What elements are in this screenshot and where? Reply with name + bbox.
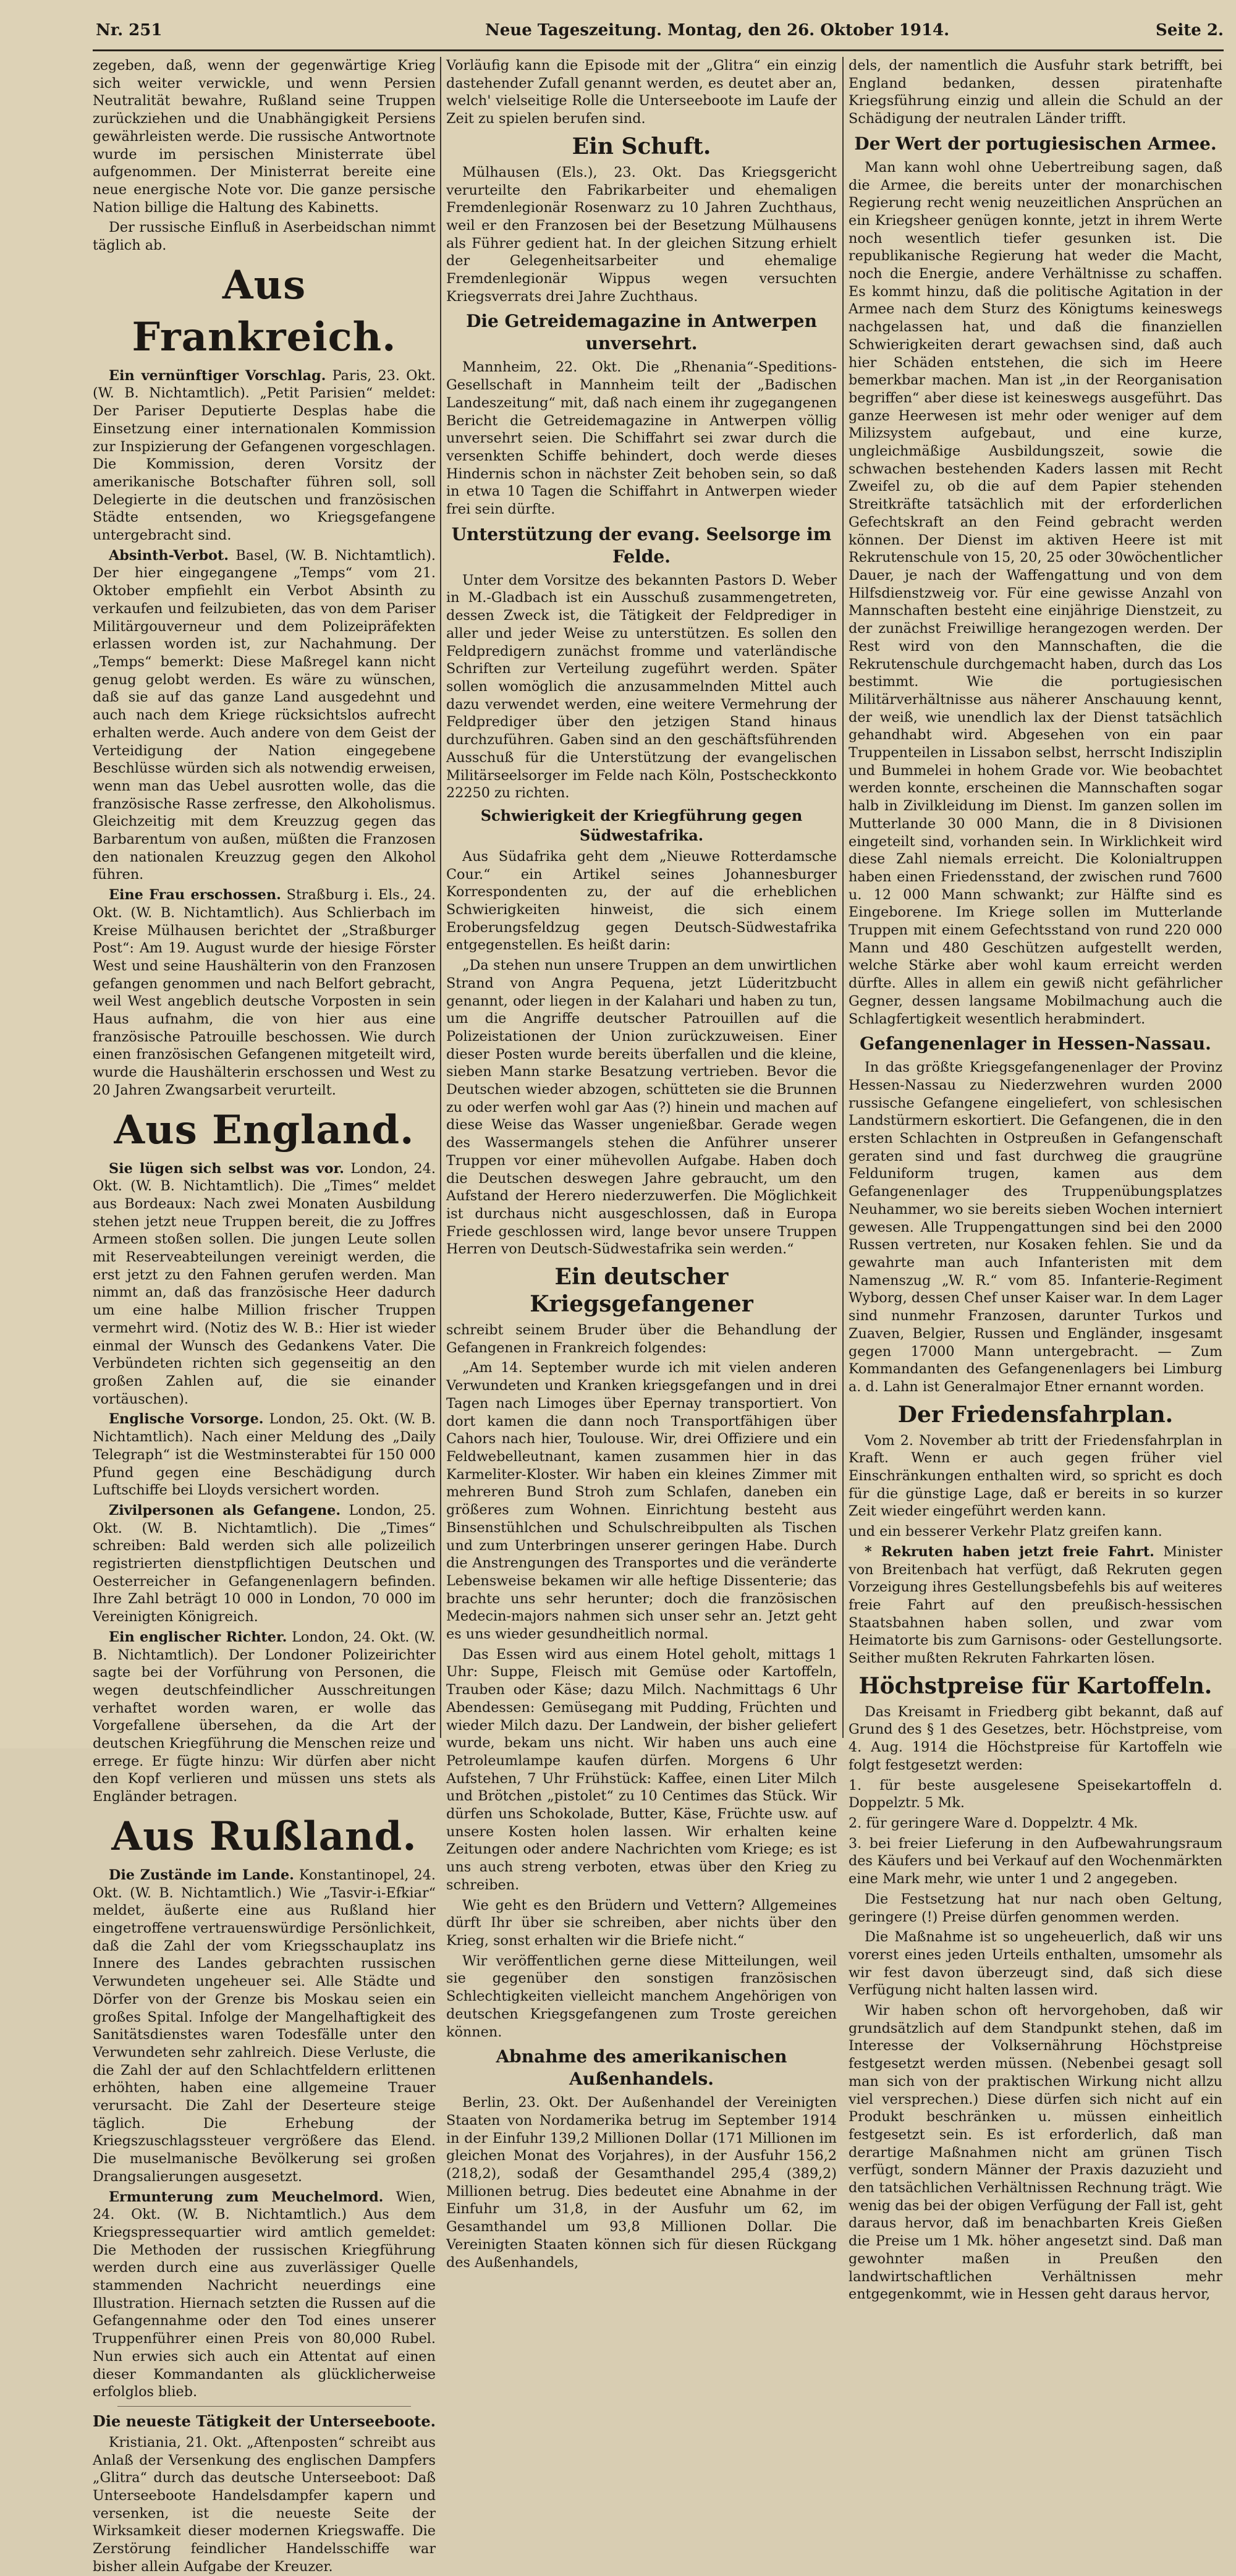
article-text: Kristiania, 21. Okt. „Aftenposten“ schreibt aus Anlaß der Versenkung des englischen Dampfers „Glitra“ durch das deutsche Unterseeboot: Daß Unterseeboote Handelsdampfer kapern und versenken, ist die neueste Seite der Wirksamkeit dieser modernen Kriegswaffe. Die Zerstörung feindlicher Handelsschiffe war bisher allein Aufgabe der Kreuzer. (93, 2434, 436, 2575)
item-lead: Ein vernünftiger Vorschlag. (109, 367, 326, 384)
item-text: Paris, 23. Okt. (W. B. Nichtamtlich). „Petit Parisien“ meldet: Der Pariser Deputierte Desplas habe die Einsetzung einer internationalen Kommission zur Inspizierung der Gefangenen vorgeschlagen. Die Kommission, deren Vorsitz der amerikanische Botschafter führen soll, soll Delegierte in die deutschen und französischen Städte entsenden, wo Kriegsgefangene untergebracht sind. (93, 367, 436, 544)
item-text: London, 25. Okt. (W. B. Nichtamtlich). Die „Times“ schreiben: Bald werden sich alle polizeilich registrierten dienstpflichtigen Deutschen und Oesterreicher in Gefangenenlagern befinden. Ihre Zahl beträgt 10 000 in London, 70 000 im Vereinigten Königreich. (93, 1502, 436, 1625)
item-text: Basel, (W. B. Nichtamtlich). Der hier eingegangene „Temps“ vom 21. Oktober empfiehlt ein Verbot Absinth zu verkaufen und feilzubieten, das von dem Pariser Militärgouverneur und dem Polizeipräfekten erlassen worden ist, zur Nachahmung. Der „Temps“ bemerkt: Diese Maßregel kann nicht genug gelobt werden. Es wäre zu wünschen, daß sie auf das ganze Land ausgedehnt und auch nach dem Kriege rücksichtslos aufrecht erhalten werde. Auch andere von dem Geist der Verteidigung der Nation eingegebene Beschlüsse würden sich als notwendig erweisen, wenn man das Uebel ausrotten wolle, das die französische Rasse zerfresse, den Alkoholismus. Gleichzeitig mit dem Kreuzzug gegen das Barbarentum von außen, müßten die Franzosen den nationalen Kreuzzug gegen den Alkohol führen. (93, 547, 436, 883)
item-text: Straßburg i. Els., 24. Okt. (W. B. Nichtamtlich). Aus Schlierbach im Kreise Mülhausen berichtet der „Straßburger Post“: Am 19. August wurde der hiesige Förster West und seine Haushälterin von den Franzosen gefangen genommen und nach Belfort gebracht, weil West angeblich deutsche Vorposten in sein Haus aufnahm, die von hier aus eine französische Patrouille beschossen. Wie durch einen französischen Gefangenen mitgeteilt wird, wurde die Haushälterin erschossen und West zu 20 Jahren Zwangsarbeit verurteilt. (93, 887, 436, 1098)
paper-title-date: Neue Tageszeitung. Montag, den 26. Oktober 1914. (485, 21, 950, 40)
item-lead: Eine Frau erschossen. (109, 887, 281, 904)
article-text: Mülhausen (Els.), 23. Okt. Das Kriegsgericht verurteilte den Fabrikarbeiter und ehemaligen Fremdenlegionär Rosenwarz zu 10 Jahren Zuchthaus, weil er den Franzosen bei der Besetzung Mülhausens als Führer gedient hat. In der gleichen Sitzung erhielt der Gelegenheitsarbeiter und ehemalige Fremdenlegionär Wippus wegen versuchten Kriegsverrats drei Jahre Zuchthaus. (446, 164, 837, 305)
article-text: Vorläufig kann die Episode mit der „Glitra“ ein einzig dastehender Zufall genannt werden, es deutet aber an, welch' vielseitige Rolle die Unterseeboote im Laufe der Zeit zu spielen berufen sind. (446, 57, 837, 127)
news-item (93, 1629, 436, 1806)
article-text: dels, der namentlich die Ausfuhr stark betrifft, bei England bedanken, dessen piratenhafte Kriegsführung einzig und allein die Schuld an der Schädigung der neutralen Länder trifft. (849, 57, 1222, 127)
article-text: Aus Südafrika geht dem „Nieuwe Rotterdamsche Cour.“ ein Artikel seines Johannesburger Korrespondenten zu, der auf die erheblichen Schwierigkeiten hinweist, die sich einem Eroberungsfeldzug gegen Deutsch-Südwestafrika entgegenstellen. Es heißt darin: (446, 848, 837, 954)
item-lead: Sie lügen sich selbst was vor. (109, 1160, 344, 1177)
column-divider (842, 57, 844, 1738)
header-rule (93, 49, 1224, 51)
article-text: Das Kreisamt in Friedberg gibt bekannt, daß auf Grund des § 1 des Gesetzes, betr. Höchstpreise, vom 4. Aug. 1914 die Höchstpreise für Kartoffeln wie folgt festgesetzt werden: (849, 1703, 1222, 1773)
item-lead: Englische Vorsorge. (109, 1411, 264, 1428)
news-item (93, 2188, 436, 2401)
article-text: Wir haben schon oft hervorgehoben, daß wir grundsätzlich auf dem Standpunkt stehen, daß im Interesse der Volksernährung Höchstpreise festgesetzt werden müssen. (Nebenbei gesagt soll man sich von der praktischen Wirkung nicht allzu viel versprechen.) Diese dürfen sich nicht auf ein Produkt beschränken u. müssen einheitlich festgesetzt sein. Es ist erforderlich, daß man derartige Maßnahmen nicht am grünen Tisch verfügt, sondern Männer der Praxis dazuzieht und den tatsächlichen Verhältnissen Rechnung trägt. Wie wenig das bei der obigen Verfügung der Fall ist, geht daraus hervor, daß im benachbarten Kreis Gießen die Preise um 1 Mk. höher angesetzt sind. Daß man gewohnter maßen in Preußen den landwirtschaftlichen Verhältnissen mehr entgegenkommt, wie in Hessen geht daraus hervor, (849, 2002, 1222, 2303)
column-2 (446, 57, 837, 2271)
article-text: Man kann wohl ohne Uebertreibung sagen, daß die Armee, die bereits unter der monarchischen Regierung recht wenig neuzeitlichen Ansprüchen an ein Kriegsheer genügen konnte, jetzt in ihrem Werte noch wesentlich tiefer gesunken ist. Die republikanische Regierung hat weder die Macht, noch die Energie, andere Verhältnisse zu schaffen. Es kommt hinzu, daß die politische Agitation in der Armee nach dem Sturz des Königtums keineswegs nachgelassen hat, und daß die finanziellen Schwierigkeiten derart gewachsen sind, daß auch hier Schäden entstehen, die sich im Heere bemerkbar machen. Man ist „in der Reorganisation begriffen“ aber diese ist keineswegs ausgeführt. Das ganze Heerwesen ist mehr oder weniger auf dem Milizsystem aufgebaut, und eine kurze, ungleichmäßige Ausbildungszeit, sowie die schwachen bestehenden Kaders lassen mit Recht Zweifel zu, ob die auf dem Papier stehenden Streitkräfte tatsächlich mit der erforderlichen Gefechtskraft an den Feind gebracht werden können. Der Dienst im aktiven Heere ist mit Rekrutenschule von 15, 20, 25 oder 30wöchentlicher Dauer, je nach der Waffengattung und von dem Hilfsdienstzweig vor. Für eine gewisse Anzahl von Mannschaften besteht eine einjährige Dienstzeit, zu der zunächst Freiwillige herangezogen werden. Der Rest wird von den Mannschaften, die die Rekrutenschule durchgemacht haben, durch das Los bestimmt. Wie die portugiesischen Militärverhältnisse aus näherer Anschauung kennt, der weiß, wie unendlich lax der Dienst tatsächlich gehandhabt wird. Abgesehen von ein paar Truppenteilen in Lissabon selbst, herrscht Indisziplin und Bummelei in hohem Grade vor. Wie beobachtet werden konnte, erscheinen die Mannschaften sogar halb in Zivilkleidung im Dienst. Im ganzen sollen im Mutterlande 30 000 Mann, die in 8 Divisionen eingeteilt sind, vorhanden sein. In Wirklichkeit wird diese Zahl niemals erreicht. Die Kolonialtruppen haben einen Friedensstand, der zwischen rund 7600 u. 12 000 Mann schwankt; zur Hälfte sind es Eingeborene. Im Kriege sollen im Mutterlande Truppen mit einem Gefechtsstand von rund 220 000 Mann und 480 Geschützen aufgestellt werden, welche Stärke aber wohl kaum erreicht werden dürfte. Alles in allem ein gewiß nicht gefährlicher Gegner, dessen langsame Mobilmachung auch die Schlagfertigkeit wesentlich herabmindert. (849, 159, 1222, 1027)
article-text: zegeben, daß, wenn der gegenwärtige Krieg sich weiter verwickle, und wenn Persien Neutralität bewahre, Rußland seine Truppen zurückziehen und die Unabhängigkeit Persiens gewährleisten werde. Die russische Antwortnote wurde im persischen Ministerrate übel aufgenommen. Der Ministerrat bereite eine neue energische Note vor. Die ganze persische Nation billige die Haltung des Kabinetts. (93, 57, 436, 216)
news-item (93, 547, 436, 884)
article-text: Vom 2. November ab tritt der Friedensfahrplan in Kraft. Wenn er auch gegen früher viel Einschränkungen enthalten wird, so spricht es doch für die günstige Lage, daß er bereits in so kurzer Zeit wieder eingeführt werden kann. (849, 1432, 1222, 1520)
news-item (93, 367, 436, 544)
section-heading-england: Aus England. (114, 1106, 415, 1153)
article-text: „Am 14. September wurde ich mit vielen anderen Verwundeten und Kranken kriegsgefangen und in drei Tagen nach Limoges über Epernay transportiert. Von dort kamen die dann noch Transportfähigen über Cahors nach hier, Toulouse. Wir, drei Offiziere und ein Feldwebelleutnant, kamen zusammen hier in das Karmeliter-Kloster. Wir haben ein kleines Zimmer mit mehreren Bund Stroh zum Schlafen, daneben ein größeres zum Wohnen. Einrichtung besteht aus Binsenstühlchen und Schulschreibpulten als Tischen und zum Unterbringen unserer geringen Habe. Durch die Anstrengungen des Transportes und die veränderte Lebensweise bekamen wir alle heftige Dissenterie; das brachte uns sehr herunter; doch die französischen Medecin-majors nahmen sich unser sehr an. Jetzt geht es uns wieder gesundheitlich normal. (446, 1360, 837, 1643)
price-line: 3. bei freier Lieferung in den Aufbewahrungsraum des Käufers und bei Verkauf auf den Wochenmärkten eine Mark mehr, wie unter 1 und 2 angegeben. (849, 1835, 1222, 1888)
article-text: Der russische Einfluß in Aserbeidschan nimmt täglich ab. (93, 219, 436, 254)
issue-number: Nr. 251 (96, 21, 163, 40)
item-lead: Ein englischer Richter. (109, 1629, 287, 1645)
item-text: Wien, 24. Okt. (W. B. Nichtamtlich.) Aus dem Kriegspressequartier wird amtlich gemeldet: Die Methoden der russischen Kriegführung werden durch eine aus zuverlässiger Quelle stammenden Nachricht neuerdings eine Illustration. Hiernach setzten die Russen auf die Gefangennahme oder den Tod eines unserer Truppenführer einen Preis von 80,000 Rubel. Nun erwies sich auch ein Attentat auf einen dieser Kommandanten als glücklicherweise erfolglos blieb. (93, 2188, 436, 2400)
item-lead: * Rekruten haben jetzt freie Fahrt. (865, 1543, 1154, 1560)
item-text: Minister von Breitenbach hat verfügt, daß Rekruten gegen Vorzeigung ihres Gestellungsbefehls bis auf weiteres freie Fahrt auf den preußisch-hessischen Staatsbahnen haben sollen, und zwar vom Heimatorte bis zum Garnisons- oder Gestellungsorte. Seither mußten Rekruten Fahrkarten lösen. (849, 1543, 1222, 1667)
article-text: und ein besserer Verkehr Platz greifen kann. (849, 1523, 1162, 1540)
article-text: Wir veröffentlichen gerne diese Mitteilungen, weil sie gegenüber den sonstigen französischen Schlechtigkeiten vielleicht manchem Angehörigen von deutschen Kriegsgefangenen zum Troste gereichen können. (446, 1952, 837, 2040)
section-heading-russland: Aus Rußland. (111, 1813, 417, 1860)
price-line: 1. für beste ausgelesene Speisekartoffeln d. Doppelztr. 5 Mk. (849, 1777, 1222, 1811)
item-lead: Zivilpersonen als Gefangene. (109, 1502, 341, 1519)
news-item (93, 1160, 436, 1409)
column-3 (849, 57, 1222, 2303)
article-text: „Da stehen nun unsere Truppen an dem unwirtlichen Strand von Angra Pequena, jetzt Lüderitzbucht genannt, oder liegen in der Kalahari und haben zu tun, um die Angriffe deutscher Patrouillen auf die Polizeistationen der Union zurückzuweisen. Einer dieser Posten wurde bereits überfallen und die kleine, sieben Mann starke Besatzung vertrieben. Bevor die Deutschen wieder abzogen, schütteten sie die Brunnen zu oder werfen wohl gar Aas (?) hinein und machen auf diese Weise das Wasser ungenießbar. Gerade wegen des Wassermangels stehen die Anführer unserer Truppen vor einer mühevollen Aufgabe. Haben doch die Deutschen deswegen Jahre gebraucht, um den Aufstand der Herero niederzuwerfen. Die Möglichkeit ist durchaus nicht ausgeschlossen, daß in Europa Friede geschlossen wird, lange bevor unsere Truppen Herren von Deutsch-Südwestafrika sein werden.“ (446, 957, 837, 1258)
item-text: London, 24. Okt. (W. B. Nichtamtlich). Die „Times“ meldet aus Bordeaux: Nach zwei Monaten Ausbildung stehen jetzt neue Truppen bereit, die zu Joffres Armeen stoßen sollen. Die jungen Leute sollen mit Reserveabteilungen vereinigt werden, die erst jetzt zu den Fahnen gerufen werden. Man nimmt an, daß das französische Heer dadurch um eine halbe Million frischer Truppen vermehrt wird. (Notiz des W. B.: Hier ist wieder einmal der Wunsch des Gedankens Vater. Die Verbündeten richten sich gegenseitig an den großen Zahlen auf, die sie einander vortäuschen). (93, 1160, 436, 1407)
item-text: London, 24. Okt. (W. B. Nichtamtlich). Der Londoner Polizeirichter sagte bei der Vorführung von Personen, die wegen deutschfeindlicher Ausschreitungen verhaftet worden waren, er wolle das Vorgefallene übersehen, da die Art der deutschen Kriegführung die Menschen reize und errege. Er fügte hinzu: Wir dürfen aber nicht den Kopf verlieren und müssen uns stets als Engländer betragen. (93, 1629, 436, 1805)
article-heading: Höchstpreise für Kartoffeln. (858, 1672, 1213, 1699)
article-heading: Ein Schuft. (572, 133, 711, 159)
news-item (93, 1410, 436, 1499)
article-heading: Abnahme des amerikanischen Außenhandels. (496, 2046, 787, 2090)
news-item (93, 1502, 436, 1626)
article-text: In das größte Kriegsgefangenenlager der Provinz Hessen-Nassau zu Niederzwehren wurden 2000 russische Gefangene eingeliefert, von schlesischen Landstürmern eskortiert. Die Gefangenen, die in den ersten Schlachten in Ostpreußen in Gefangenschaft geraten sind und fast durchweg die graugrüne Felduniform trugen, kamen aus dem Gefangenenlager des Truppenübungsplatzes Neuhammer, wo sie bereits sieben Wochen interniert gewesen. Alle Truppengattungen sind bei den 2000 Russen vertreten, nur Kosaken fehlen. Sie und da gewahrte man auch Infanteristen mit dem Namenszug „W. R.“ vom 85. Infanterie-Regiment Wyborg, dessen Chef unser Kaiser war. In dem Lager sind nunmehr Franzosen, darunter Turkos und Zuaven, Belgier, Russen und Engländer, insgesamt gegen 17000 Mann untergebracht. — Zum Kommandanten des Gefangenenlagers bei Limburg a. d. Lahn ist Generalmajor Etner ernannt worden. (849, 1059, 1222, 1395)
page-number: Seite 2. (1156, 21, 1224, 40)
article-heading: Unterstützung der evang. Seelsorge im Felde. (451, 523, 832, 567)
item-text: Konstantinopel, 24. Okt. (W. B. Nichtamtlich.) Wie „Tasvir-i-Efkiar“ meldet, äußerte eine aus Rußland hier eingetroffene vertrauenswürdige Persönlichkeit, daß die Zahl der vom Kriegsschauplatz ins Innere des Landes gebrachten russischen Verwundeten ungeheuer sei. Alle Städte und Dörfer von der Grenze bis Moskau seien ein großes Spital. Infolge der Mangelhaftigkeit des Sanitätsdienstes waren Todesfälle unter den Verwundeten sehr zahlreich. Diese Verluste, die die Zahl der auf den Schlachtfeldern erlittenen erhöhten, haben eine allgemeine Trauer verursacht. Die Zahl der Deserteure steige täglich. Die Erhebung der Kriegszuschlagssteuer vergrößere das Elend. Die muselmanische Bevölkerung sei großen Drangsalierungen ausgesetzt. (93, 1866, 436, 2185)
page-header (96, 21, 1224, 46)
article-text: Wie geht es den Brüdern und Vettern? Allgemeines dürft Ihr über sie schreiben, aber nichts über den Krieg, sonst erhalten wir die Briefe nicht.“ (446, 1897, 837, 1949)
separator (117, 2406, 411, 2407)
article-heading: Der Friedensfahrplan. (897, 1401, 1174, 1428)
article-text: Das Essen wird aus einem Hotel geholt, mittags 1 Uhr: Suppe, Fleisch mit Gemüse oder Kartoffeln, Trauben oder Käse; dazu Milch. Nachmittags 6 Uhr Abendessen: Gemüsegang mit Pudding, Früchten und wieder Milch dazu. Der Landwein, der bisher geliefert wurde, bekam uns nicht. Wir haben uns auch eine Petroleumlampe kaufen dürfen. Morgens 6 Uhr Aufstehen, 7 Uhr Frühstück: Kaffee, einen Liter Milch und Brötchen „pistolet“ zu 10 Centimes das Stück. Wir dürfen uns Schokolade, Butter, Käse, Früchte usw. auf unsere Kosten holen lassen. Wir erhalten keine Zeitungen oder andere Nachrichten vom Kriege; es ist uns auch streng verboten, etwas über den Krieg zu schreiben. (446, 1646, 837, 1893)
section-heading-frankreich: Aus Frankreich. (132, 261, 397, 360)
article-heading: Schwierigkeit der Kriegführung gegen Südwestafrika. (480, 806, 803, 844)
news-item (93, 1866, 436, 2186)
item-lead: Absinth-Verbot. (109, 547, 229, 564)
article-text: schreibt seinem Bruder über die Behandlung der Gefangenen in Frankreich folgendes: (446, 1322, 837, 1356)
article-text: Die Festsetzung hat nur nach oben Geltung, geringere (!) Preise dürfen genommen werden. (849, 1891, 1222, 1925)
item-text: London, 25. Okt. (W. B. Nichtamtlich). Nach einer Meldung des „Daily Telegraph“ ist die Westminsterabtei für 150 000 Pfund gegen eine Beschädigung durch Luftschiffe bei Lloyds versichert worden. (93, 1411, 436, 1499)
article-text: Unter dem Vorsitze des bekannten Pastors D. Weber in M.-Gladbach ist ein Ausschuß zusammengetreten, dessen Zweck ist, die Tätigkeit der Feldprediger in aller und jeder Weise zu unterstützen. Es sollen den Feldpredigern zunächst fromme und vaterländische Schriften zur Verteilung zugeführt werden. Später sollen womöglich die anzusammelnden Mittel auch dazu verwendet werden, eine weitere Vermehrung der Feldprediger über den jetzigen Stand hinaus durchzuführen. Gaben sind an den geschäftsführenden Ausschuß für die Unterstützung der evangelischen Militärseelsorger im Felde nach Köln, Postscheckkonto 22250 zu richten. (446, 572, 837, 802)
price-line: 2. für geringere Ware d. Doppelztr. 4 Mk. (849, 1815, 1138, 1831)
article-text: Mannheim, 22. Okt. Die „Rhenania“-Speditions-Gesellschaft in Mannheim teilt der „Badischen Landeszeitung“ mit, daß nach einem ihr zugegangenen Bericht die Getreidemagazine in Antwerpen völlig unversehrt seien. Die Schiffahrt sei zwar durch die versenkten Schiffe behindert, doch werde dieses Hindernis schon in nächster Zeit behoben sein, so daß in etwa 10 Tagen die Schiffahrt in Antwerpen wieder frei sein dürfte. (446, 359, 837, 518)
article-text: Berlin, 23. Okt. Der Außenhandel der Vereinigten Staaten von Nordamerika betrug im September 1914 in der Einfuhr 139,2 Millionen Dollar (171 Millionen im gleichen Monat des Vorjahres), in der Ausfuhr 156,2 (218,2), sodaß der Gesamthandel 295,4 (389,2) Millionen betrug. Dies bedeutet eine Abnahme in der Einfuhr um 31,8, in der Ausfuhr um 62, im Gesamthandel um 93,8 Millionen Dollar. Die Vereinigten Staaten können sich für diesen Rückgang des Außenhandels, (446, 2095, 837, 2271)
article-heading: Der Wert der portugiesischen Armee. (854, 133, 1217, 154)
article-heading: Die Getreidemagazine in Antwerpen unversehrt. (466, 311, 817, 354)
article-heading: Ein deutscher Kriegsgefangener (530, 1264, 753, 1318)
article-heading: Die neueste Tätigkeit der Unterseeboote. (93, 2412, 436, 2430)
item-lead: Ermunterung zum Meuchelmord. (109, 2188, 384, 2205)
article-heading: Gefangenenlager in Hessen-Nassau. (860, 1033, 1211, 1054)
news-item (93, 886, 436, 1099)
news-item (849, 1543, 1222, 1667)
column-1 (93, 57, 436, 2575)
article-text: Die Maßnahme ist so ungeheuerlich, daß wir uns vorerst eines jeden Urteils enthalten, umsomehr als wir fest davon überzeugt sind, daß sich diese Verfügung nicht halten lassen wird. (849, 1929, 1222, 1999)
item-lead: Die Zustände im Lande. (109, 1866, 294, 1883)
column-divider (440, 57, 441, 1738)
